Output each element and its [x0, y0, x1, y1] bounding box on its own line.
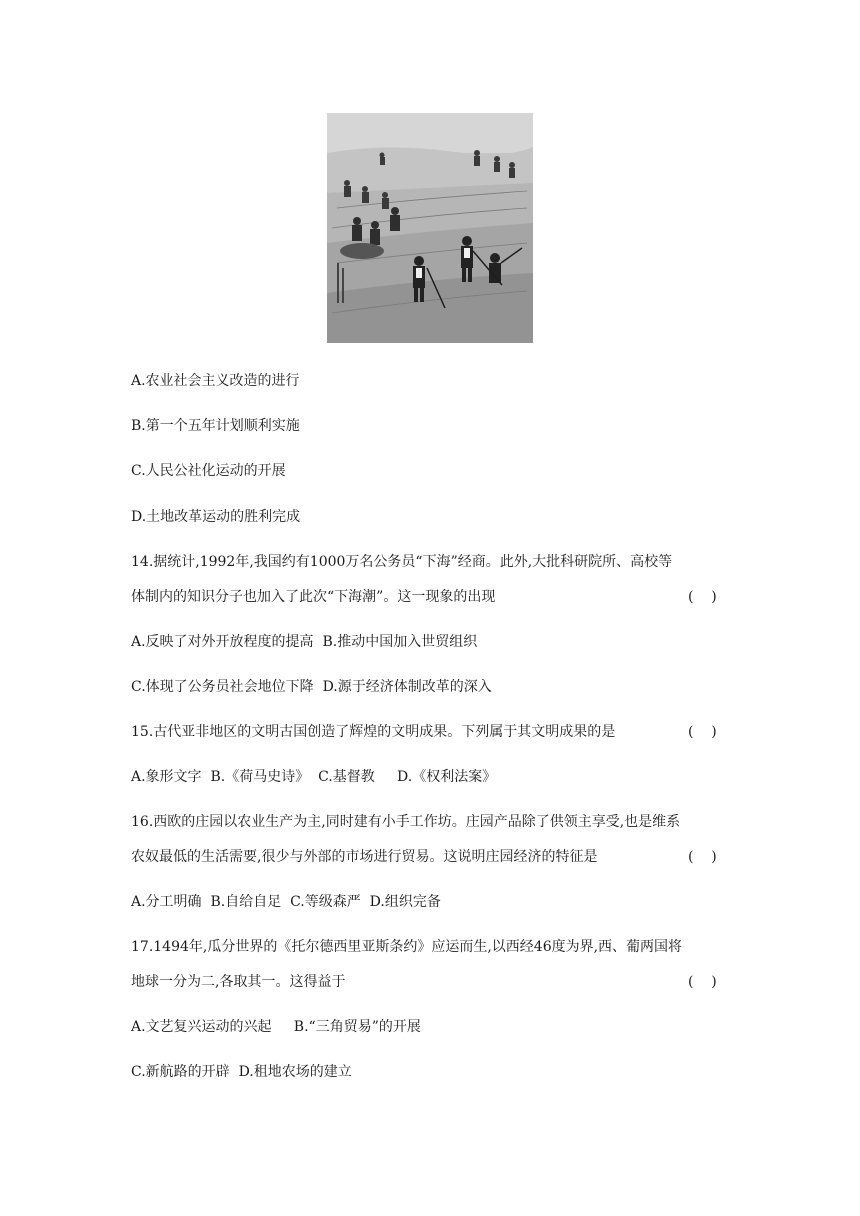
q16-stem-line1: 16.西欧的庄园以农业生产为主,同时建有小手工作坊。庄园产品除了供领主享受,也是维系 [131, 814, 681, 830]
q13-option-b: B.第一个五年计划顺利实施 [131, 418, 300, 434]
q14-stem-line2: 体制内的知识分子也加入了此次“下海潮”。这一现象的出现 [131, 589, 496, 605]
q14-option-line1: A.反映了对外开放程度的提高 B.推动中国加入世贸组织 [131, 634, 478, 650]
q13-option-d: D.土地改革运动的胜利完成 [131, 509, 301, 525]
q17-stem-line1: 17.1494年,瓜分世界的《托尔德西里亚斯条约》应运而生,以西经46度为界,西、葡两国将 [131, 939, 683, 955]
q17-option-line1: A.文艺复兴运动的兴起 B.“三角贸易”的开展 [131, 1019, 421, 1035]
q17-option-line2: C.新航路的开辟 D.租地农场的建立 [131, 1064, 352, 1080]
q14-answer-paren: ( ) [688, 589, 717, 605]
farm-labor-painting [327, 113, 533, 343]
q14-stem-line1: 14.据统计,1992年,我国约有1000万名公务员“下海”经商。此外,大批科研院所、高校等 [131, 554, 673, 570]
q15-stem-line1: 15.古代亚非地区的文明古国创造了辉煌的文明成果。下列属于其文明成果的是 [131, 724, 616, 740]
q15-answer-paren: ( ) [688, 724, 717, 740]
q16-answer-paren: ( ) [688, 849, 717, 865]
q17-answer-paren: ( ) [688, 974, 717, 990]
q17-stem-line2: 地球一分为二,各取其一。这得益于 [131, 974, 346, 990]
q16-stem-line2: 农奴最低的生活需要,很少与外部的市场进行贸易。这说明庄园经济的特征是 [131, 849, 598, 865]
q16-option-line1: A.分工明确 B.自给自足 C.等级森严 D.组织完备 [131, 894, 441, 910]
q13-option-c: C.人民公社化运动的开展 [131, 463, 286, 479]
q15-option-line1: A.象形文字 B.《荷马史诗》 C.基督教 D.《权利法案》 [131, 769, 497, 785]
farm-labor-painting-icon [327, 113, 533, 343]
q14-option-line2: C.体现了公务员社会地位下降 D.源于经济体制改革的深入 [131, 679, 492, 695]
q13-option-a: A.农业社会主义改造的进行 [131, 373, 300, 389]
